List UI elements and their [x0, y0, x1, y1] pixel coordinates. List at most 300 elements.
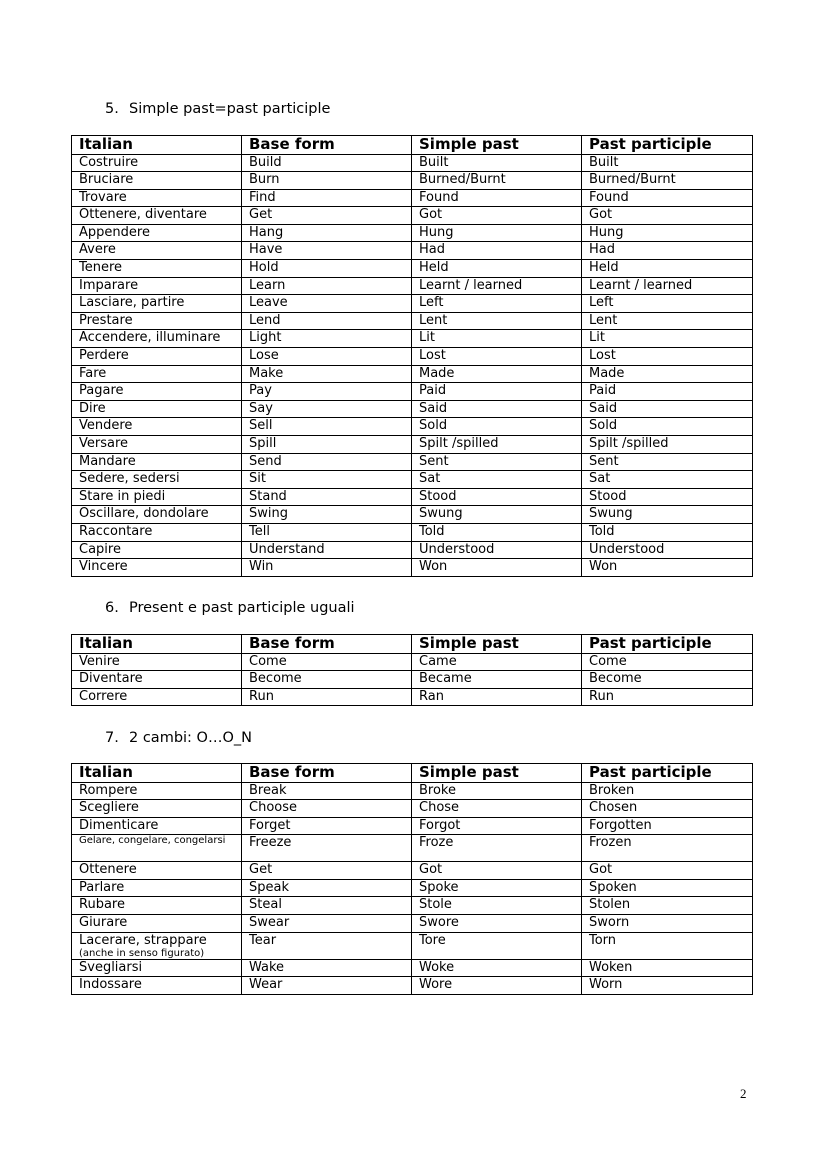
cell-text: Tore [419, 932, 446, 948]
table-row [72, 653, 753, 671]
table-row [72, 488, 753, 506]
cell-text: Wear [249, 977, 283, 993]
table-cell [582, 189, 753, 207]
table-cell [412, 172, 582, 190]
cell-text: Raccontare [79, 523, 153, 539]
cell-text: Say [249, 400, 273, 416]
cell-text: Run [589, 688, 614, 704]
section-title: 2 cambi: O…O_N [129, 730, 252, 746]
table-cell [412, 365, 582, 383]
cell-text: Held [419, 260, 449, 276]
table-cell [242, 506, 412, 524]
verbs-table-two-changes [71, 763, 753, 995]
cell-text: Dire [79, 400, 106, 416]
cell-text: Broken [589, 782, 635, 798]
cell-text: Built [589, 154, 619, 170]
table-cell [582, 312, 753, 330]
table-row [72, 800, 753, 818]
cell-text: Lacerare, strappare [79, 932, 207, 948]
section-title: Present e past participle uguali [129, 600, 355, 616]
cell-text: Stare in piedi [79, 488, 166, 504]
table-cell [412, 189, 582, 207]
cell-text: Hold [249, 260, 279, 276]
cell-text: Lend [249, 312, 281, 328]
table-cell [412, 959, 582, 977]
cell-text: Ottenere, diventare [79, 207, 207, 223]
table-cell [242, 189, 412, 207]
cell-text: Stood [419, 488, 457, 504]
cell-text: Broke [419, 782, 456, 798]
cell-text: Tenere [79, 260, 123, 276]
cell-text: Lit [419, 330, 435, 346]
table-cell [412, 879, 582, 897]
cell-text: Found [419, 189, 459, 205]
table-cell [72, 800, 242, 818]
cell-text: Left [589, 295, 614, 311]
table-cell [582, 506, 753, 524]
column-header: Past participle [582, 635, 753, 654]
cell-text: Frozen [589, 835, 632, 851]
cell-text: Stole [419, 897, 452, 913]
table-cell [412, 862, 582, 880]
cell-text: Left [419, 295, 444, 311]
table-cell [242, 207, 412, 225]
table-cell [582, 224, 753, 242]
table-cell [242, 488, 412, 506]
cell-text: Have [249, 242, 283, 258]
table-header-row [72, 764, 753, 783]
table-row [72, 932, 753, 959]
table-cell [242, 959, 412, 977]
table-cell [412, 915, 582, 933]
table-cell [582, 862, 753, 880]
cell-text: Trovare [79, 189, 127, 205]
cell-text: Sworn [589, 915, 630, 931]
cell-text: Perdere [79, 348, 129, 364]
table-cell [412, 800, 582, 818]
table-cell [582, 817, 753, 835]
table-cell [582, 453, 753, 471]
table-row [72, 897, 753, 915]
table-cell [582, 330, 753, 348]
cell-text: Had [589, 242, 615, 258]
table-cell [582, 782, 753, 800]
cell-text: Chose [419, 800, 460, 816]
table-cell [72, 330, 242, 348]
column-header: Base form [242, 136, 412, 155]
table-cell [242, 260, 412, 278]
table-cell [582, 688, 753, 706]
table-cell [582, 348, 753, 366]
cell-text: Understood [589, 541, 665, 557]
table-cell [72, 835, 242, 862]
table-cell [72, 207, 242, 225]
table-row [72, 436, 753, 454]
cell-text: Lost [419, 348, 446, 364]
cell-text: Fare [79, 365, 107, 381]
table-cell [242, 897, 412, 915]
table-cell [582, 418, 753, 436]
table-cell [242, 453, 412, 471]
table-row [72, 471, 753, 489]
table-header-row [72, 635, 753, 654]
cell-text: Spoke [419, 879, 459, 895]
table-cell [242, 365, 412, 383]
table-row [72, 418, 753, 436]
table-cell [72, 400, 242, 418]
table-row [72, 365, 753, 383]
table-cell [242, 242, 412, 260]
table-row [72, 541, 753, 559]
table-cell [582, 207, 753, 225]
column-header: Italian [72, 635, 242, 654]
table-cell [412, 471, 582, 489]
cell-text: Giurare [79, 915, 128, 931]
cell-text: Venire [79, 653, 120, 669]
cell-text: Hung [589, 224, 624, 240]
table-cell [242, 330, 412, 348]
table-row [72, 817, 753, 835]
table-row [72, 224, 753, 242]
cell-text: Stood [589, 488, 627, 504]
cell-text: Got [419, 862, 443, 878]
table-cell [582, 523, 753, 541]
cell-text: Speak [249, 879, 289, 895]
table-row [72, 671, 753, 689]
table-cell [242, 418, 412, 436]
cell-text: Won [419, 559, 448, 575]
table-cell [412, 453, 582, 471]
table-row [72, 400, 753, 418]
table-cell [72, 488, 242, 506]
cell-text: Freeze [249, 835, 292, 851]
table-cell [72, 559, 242, 577]
table-cell [412, 653, 582, 671]
table-cell [412, 817, 582, 835]
table-row [72, 506, 753, 524]
page-number: 2 [740, 1086, 747, 1101]
table-cell [242, 400, 412, 418]
cell-text: Pagare [79, 383, 124, 399]
cell-text: Became [419, 671, 472, 687]
cell-text: Won [589, 559, 618, 575]
table-cell [242, 688, 412, 706]
table-cell [72, 506, 242, 524]
cell-text: Scegliere [79, 800, 139, 816]
section-6-heading [105, 599, 355, 617]
cell-text: Lost [589, 348, 616, 364]
table-cell [242, 915, 412, 933]
table-cell [412, 418, 582, 436]
cell-text: Svegliarsi [79, 959, 143, 975]
cell-text: Leave [249, 295, 288, 311]
table-cell [582, 653, 753, 671]
table-cell [412, 154, 582, 172]
table-cell [582, 897, 753, 915]
table-cell [412, 932, 582, 959]
cell-text: Torn [589, 932, 617, 948]
table-cell [582, 242, 753, 260]
cell-text: Wore [419, 977, 453, 993]
table-cell [242, 653, 412, 671]
cell-text: Understand [249, 541, 325, 557]
cell-text: Wake [249, 959, 285, 975]
table-cell [242, 224, 412, 242]
table-cell [412, 541, 582, 559]
table-cell [72, 862, 242, 880]
cell-text: Imparare [79, 277, 139, 293]
cell-note: (anche in senso figurato) [79, 947, 205, 959]
table-cell [412, 671, 582, 689]
cell-text: Lasciare, partire [79, 295, 185, 311]
table-cell [242, 154, 412, 172]
table-cell [72, 817, 242, 835]
section-title: Simple past=past participle [129, 101, 331, 117]
cell-text: Ran [419, 688, 444, 704]
table-row [72, 559, 753, 577]
table-cell [412, 782, 582, 800]
cell-text: Rompere [79, 782, 138, 798]
table-cell [242, 523, 412, 541]
cell-text: Burned/Burnt [589, 172, 676, 188]
table-cell [72, 782, 242, 800]
table-row [72, 977, 753, 995]
cell-text: Lit [589, 330, 605, 346]
table-cell [72, 932, 242, 959]
table-cell [412, 312, 582, 330]
column-header: Base form [242, 635, 412, 654]
cell-text: Learn [249, 277, 286, 293]
table-cell [412, 488, 582, 506]
table-row [72, 959, 753, 977]
table-cell [412, 436, 582, 454]
cell-text: Diventare [79, 671, 143, 687]
table-cell [242, 172, 412, 190]
cell-text: Burned/Burnt [419, 172, 506, 188]
cell-text: Lent [589, 312, 618, 328]
table-cell [242, 348, 412, 366]
table-cell [412, 207, 582, 225]
table-cell [412, 688, 582, 706]
cell-text: Sell [249, 418, 273, 434]
cell-text: Indossare [79, 977, 142, 993]
table-cell [72, 189, 242, 207]
cell-text: Got [589, 207, 613, 223]
table-row [72, 189, 753, 207]
table-cell [72, 977, 242, 995]
table-cell [72, 959, 242, 977]
table-cell [242, 879, 412, 897]
table-row [72, 835, 753, 862]
cell-text: Hung [419, 224, 454, 240]
cell-text: Break [249, 782, 287, 798]
table-cell [242, 471, 412, 489]
column-header: Simple past [412, 635, 582, 654]
section-number: 5. [105, 101, 119, 117]
column-header: Base form [242, 764, 412, 783]
table-cell [72, 436, 242, 454]
cell-text: Pay [249, 383, 272, 399]
cell-text: Dimenticare [79, 817, 159, 833]
cell-text: Came [419, 653, 457, 669]
cell-text: Understood [419, 541, 495, 557]
cell-text: Make [249, 365, 284, 381]
table-cell [72, 383, 242, 401]
table-row [72, 172, 753, 190]
cell-text: Send [249, 453, 282, 469]
table-cell [72, 172, 242, 190]
table-cell [242, 800, 412, 818]
column-header: Simple past [412, 136, 582, 155]
cell-text: Ottenere [79, 862, 137, 878]
table-cell [412, 277, 582, 295]
table-cell [412, 835, 582, 862]
table-row [72, 383, 753, 401]
cell-text: Spilt /spilled [419, 436, 499, 451]
table-row [72, 879, 753, 897]
cell-text: Made [419, 365, 455, 381]
table-cell [582, 541, 753, 559]
cell-text: Forgotten [589, 817, 652, 833]
table-cell [72, 224, 242, 242]
table-cell [412, 897, 582, 915]
cell-text: Build [249, 154, 282, 170]
table-cell [412, 260, 582, 278]
table-cell [72, 295, 242, 313]
cell-text: Prestare [79, 312, 133, 328]
table-cell [582, 295, 753, 313]
table-cell [242, 295, 412, 313]
table-cell [242, 383, 412, 401]
cell-text: Got [419, 207, 443, 223]
cell-text: Had [419, 242, 445, 258]
table-cell [582, 172, 753, 190]
table-cell [582, 915, 753, 933]
cell-text: Froze [419, 835, 454, 851]
table-cell [242, 977, 412, 995]
table-cell [582, 383, 753, 401]
table-row [72, 260, 753, 278]
table-cell [242, 782, 412, 800]
cell-text: Swing [249, 506, 288, 522]
table-row [72, 523, 753, 541]
cell-text: Stolen [589, 897, 631, 913]
table-header-row [72, 136, 753, 155]
table-cell [242, 862, 412, 880]
table-cell [72, 418, 242, 436]
cell-text: Spill [249, 436, 277, 451]
table-cell [582, 977, 753, 995]
table-cell [582, 932, 753, 959]
cell-text: Built [419, 154, 449, 170]
table-cell [582, 559, 753, 577]
cell-text: Avere [79, 242, 116, 258]
table-cell [582, 154, 753, 172]
table-cell [72, 312, 242, 330]
cell-text: Said [589, 400, 618, 416]
cell-text: Forgot [419, 817, 461, 833]
cell-text: Learnt / learned [419, 277, 523, 293]
table-cell [72, 523, 242, 541]
table-cell [412, 348, 582, 366]
cell-text: Spoken [589, 879, 637, 895]
table-cell [242, 541, 412, 559]
table-cell [582, 800, 753, 818]
cell-text: Paid [589, 383, 617, 399]
cell-text: Made [589, 365, 625, 381]
cell-text: Capire [79, 541, 121, 557]
cell-text: Sat [419, 471, 441, 487]
cell-text: Tear [249, 932, 277, 948]
cell-text: Win [249, 559, 274, 575]
column-header: Simple past [412, 764, 582, 783]
cell-text: Stand [249, 488, 287, 504]
cell-text: Run [249, 688, 274, 704]
section-5-heading [105, 100, 330, 118]
table-cell [72, 365, 242, 383]
table-cell [72, 154, 242, 172]
table-cell [242, 817, 412, 835]
cell-text: Vendere [79, 418, 133, 434]
cell-text: Bruciare [79, 172, 134, 188]
cell-text: Vincere [79, 559, 128, 575]
table-cell [582, 671, 753, 689]
table-row [72, 207, 753, 225]
table-cell [72, 879, 242, 897]
cell-text: Swung [589, 506, 633, 522]
table-cell [242, 277, 412, 295]
table-cell [242, 312, 412, 330]
table-cell [412, 506, 582, 524]
cell-text: Swore [419, 915, 459, 931]
cell-text: Forget [249, 817, 291, 833]
table-cell [242, 932, 412, 959]
cell-text: Burn [249, 172, 280, 188]
table-cell [582, 488, 753, 506]
cell-text: Woken [589, 959, 633, 975]
cell-text: Said [419, 400, 448, 416]
cell-text: Choose [249, 800, 297, 816]
table-cell [242, 671, 412, 689]
cell-text: Appendere [79, 224, 150, 240]
table-row [72, 862, 753, 880]
verbs-table-present-equals-participle [71, 634, 753, 706]
cell-text: Swung [419, 506, 463, 522]
cell-text: Accendere, illuminare [79, 330, 221, 346]
cell-text: Sedere, sedersi [79, 471, 180, 487]
cell-text: Oscillare, dondolare [79, 506, 209, 522]
table-row [72, 154, 753, 172]
cell-text: Lose [249, 348, 279, 364]
table-cell [72, 671, 242, 689]
table-cell [72, 453, 242, 471]
cell-text: Light [249, 330, 282, 346]
cell-text: Correre [79, 688, 128, 704]
table-cell [582, 400, 753, 418]
table-row [72, 453, 753, 471]
table-cell [72, 348, 242, 366]
cell-text: Steal [249, 897, 282, 913]
cell-text: Lent [419, 312, 448, 328]
table-cell [72, 242, 242, 260]
cell-text: Spilt /spilled [589, 436, 669, 451]
cell-text: Come [249, 653, 287, 669]
table-cell [582, 277, 753, 295]
cell-text: Told [589, 523, 615, 539]
table-row [72, 915, 753, 933]
table-cell [582, 879, 753, 897]
table-cell [242, 436, 412, 454]
